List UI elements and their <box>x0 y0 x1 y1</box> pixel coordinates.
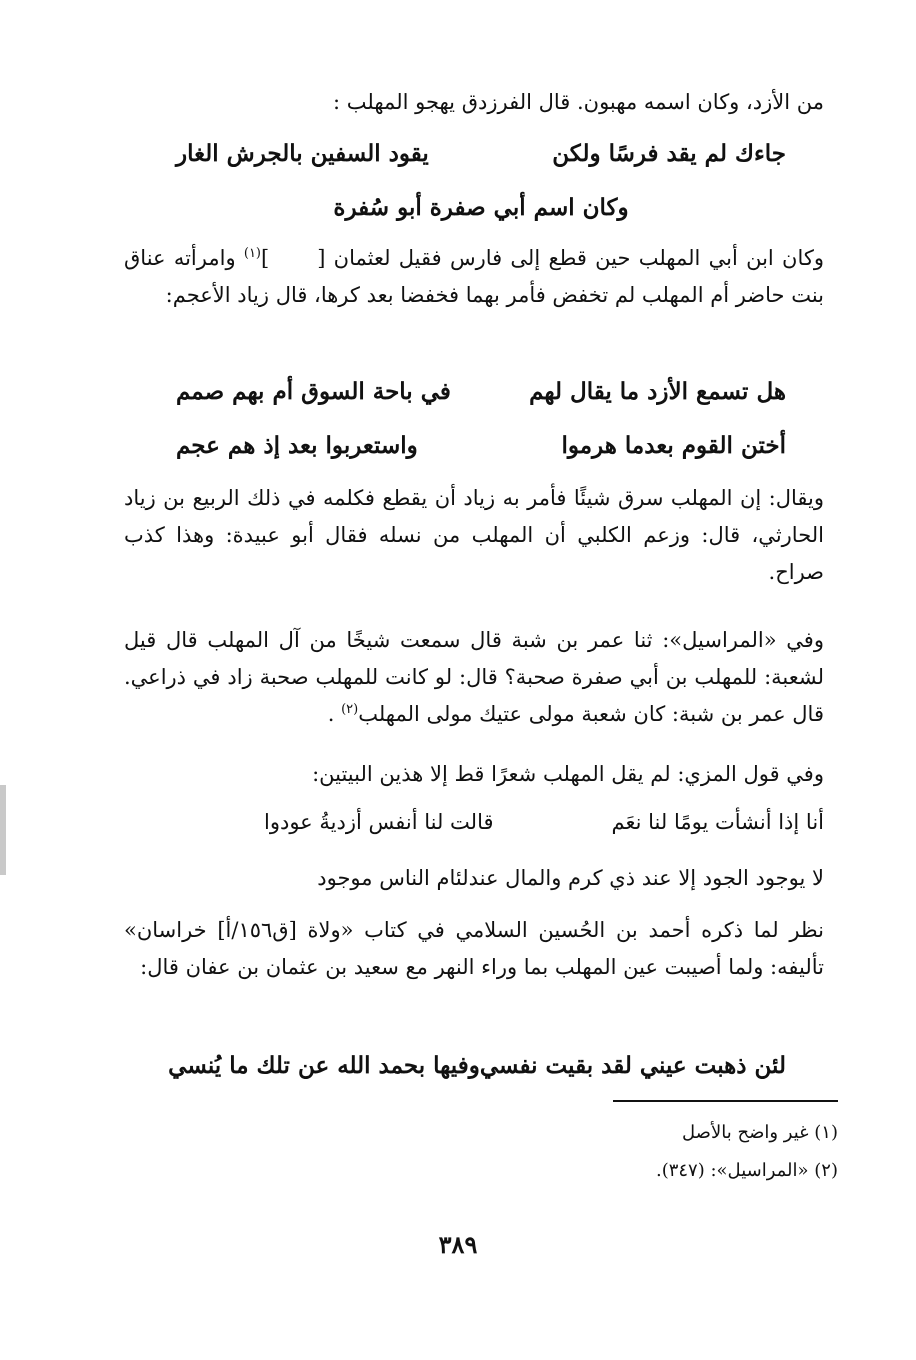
paragraph-4-text: وفي «المراسيل»: ثنا عمر بن شبة قال سمعت شيخًا من آل المهلب قال قيل لشعبة: للمهلب بن أبي صفرة صحبة؟ قال: لو كانت للمهلب صحبة زاد في ذراعي. قال عمر بن شبة: كان شعبة مولى عتيك مولى المهلب <box>124 628 824 726</box>
verse-2-first-hemistich: هل تسمع الأزد ما يقال لهم <box>529 378 786 405</box>
footnote-ref-1: (١) <box>243 246 261 261</box>
verse-1-first-hemistich: جاءك لم يقد فرسًا ولكن <box>552 140 786 167</box>
footnote-ref-2: (٢) <box>341 702 359 717</box>
verse-continuation: وكان اسم أبي صفرة أبو سُفرة <box>333 194 629 221</box>
verse-4-first-hemistich: أنا إذا أنشأت يومًا لنا نعَم <box>611 810 824 834</box>
paragraph-2 <box>124 240 824 314</box>
paragraph-3: ويقال: إن المهلب سرق شيئًا فأمر به زياد أن يقطع فكلمه في ذلك الربيع بن زياد الحارثي، قال: وزعم الكلبي أن المهلب من نسله فقال أبو عبيدة: وهذا كذب صراح. <box>124 486 824 584</box>
verse-3 <box>176 426 786 466</box>
text-line-intro: من الأزد، وكان اسمه مهبون. قال الفرزدق يهجو المهلب : <box>333 90 824 114</box>
verse-2-second-hemistich: في باحة السوق أم بهم صمم <box>176 378 451 405</box>
verse-6 <box>168 1046 786 1086</box>
paragraph-2-end: وامرأته عناق بنت حاضر أم المهلب لم تخفض فأمر بهما فخفضا بعد كرها، قال زياد الأعجم: <box>124 246 824 307</box>
verse-4 <box>264 802 824 842</box>
footnote-separator <box>613 1100 838 1102</box>
verse-2 <box>176 372 786 412</box>
footnote-2: (٢) «المراسيل»: (٣٤٧). <box>655 1160 838 1181</box>
paragraph-5: وفي قول المزي: لم يقل المهلب شعرًا قط إلا هذين البيتين: <box>312 762 824 786</box>
verse-1-second-hemistich: يقود السفين بالجرش الغار <box>176 140 429 167</box>
bracket-close: ] <box>261 246 270 270</box>
verse-3-first-hemistich: أختن القوم بعدما هرموا <box>561 432 786 459</box>
paragraph-6: نظر لما ذكره أحمد بن الحُسين السلامي في كتاب «ولاة [ق١٥٦/أ] خراسان» تأليفه: ولما أصيبت عين المهلب بما وراء النهر مع سعيد بن عثمان بن عفان قال: <box>124 918 824 979</box>
paragraph-2-start: وكان ابن أبي المهلب حين قطع إلى فارس فقيل لعثمان [ <box>317 246 824 270</box>
verse-5: لا يوجود الجود إلا عند ذي كرم والمال عندلئام الناس موجود <box>317 866 824 890</box>
verse-4-second-hemistich: قالت لنا أنفس أزديةُ عودوا <box>264 810 494 834</box>
paragraph-4-end: . <box>327 702 342 726</box>
paragraph-4 <box>124 622 824 733</box>
verse-6-first-hemistich: لئن ذهبت عيني لقد بقيت نفسي <box>479 1052 786 1079</box>
verse-6-second-hemistich: وفيها بحمد الله عن تلك ما يُنسي <box>168 1052 480 1079</box>
scan-edge-shadow <box>0 785 6 875</box>
verse-3-second-hemistich: واستعربوا بعد إذ هم عجم <box>176 432 418 459</box>
footnote-1: (١) غير واضح بالأصل <box>682 1122 838 1143</box>
verse-1 <box>176 134 786 174</box>
page-number: ٣٨٩ <box>438 1230 478 1259</box>
